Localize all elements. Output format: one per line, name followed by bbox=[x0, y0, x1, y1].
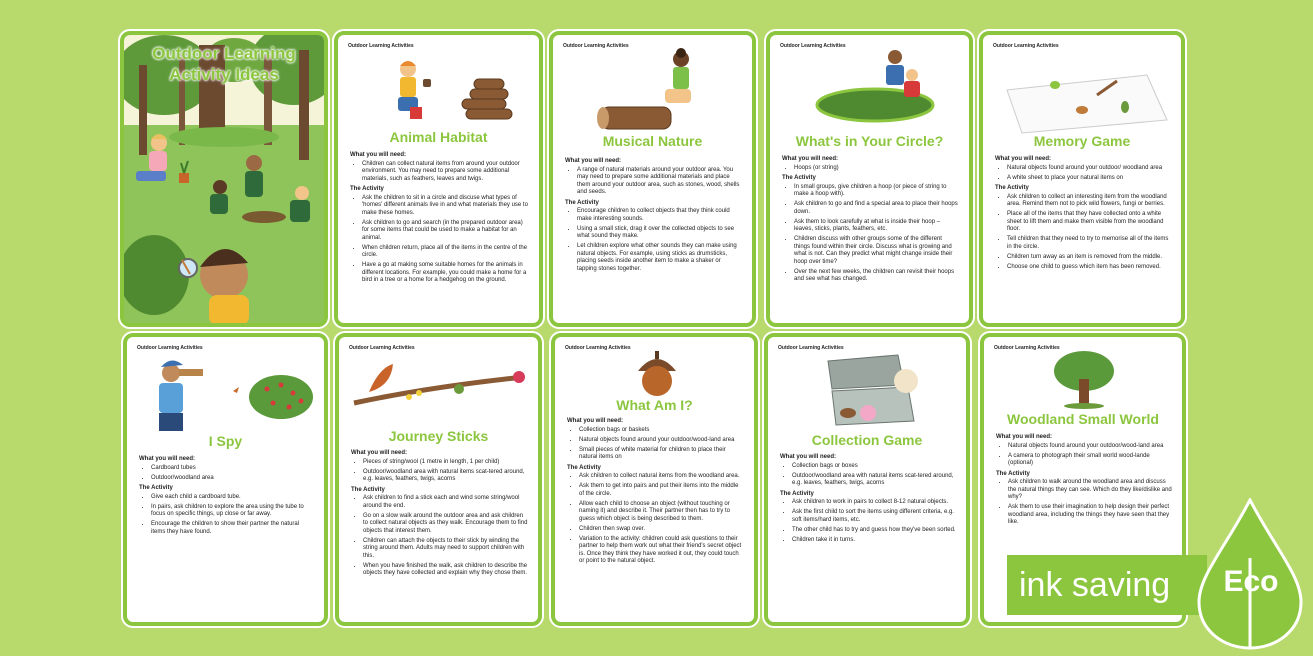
cover-title-line2: Activity Ideas bbox=[169, 65, 279, 84]
activity-heading: The Activity bbox=[565, 199, 599, 206]
need-list bbox=[351, 459, 528, 484]
card-header-label: Outdoor Learning Activities bbox=[778, 345, 844, 351]
list-item: • When children return, place all of the items in the centre of the circle. bbox=[362, 245, 529, 260]
activity-list bbox=[139, 494, 314, 537]
need-list bbox=[565, 167, 742, 197]
need-list bbox=[995, 165, 1171, 183]
list-item: • Tell children that they need to try to memorise all of the items in the circle. bbox=[1007, 236, 1171, 251]
list-item: • Ask children to go and search (in the prepared outdoor area) for some items that could be used to make a habitat for an animal. bbox=[362, 220, 529, 243]
activity-card-i-spy bbox=[123, 333, 328, 626]
need-list bbox=[782, 165, 959, 173]
need-list bbox=[996, 443, 1172, 468]
need-list bbox=[350, 161, 529, 184]
list-item: • Encourage children to collect objects that they think could make interesting sounds. bbox=[577, 208, 742, 223]
activity-list bbox=[351, 495, 528, 578]
ink-saving-banner bbox=[1007, 555, 1207, 615]
list-item: • The other child has to try and guess how they've been sorted. bbox=[792, 527, 956, 535]
list-item: • Let children explore what other sounds they can make using natural objects. For example, using sticks as drumsticks, placing seeds inside another item to make a shaker or tapping stones together. bbox=[577, 243, 742, 273]
card-title: What Am I? bbox=[616, 397, 693, 413]
list-item: • Natural objects found around your outdoor/wood-land area bbox=[579, 437, 744, 445]
need-heading: What you will need: bbox=[995, 156, 1052, 162]
list-item: • Ask children to work in pairs to collect 8-12 natural objects. bbox=[792, 499, 956, 507]
activity-heading: The Activity bbox=[995, 185, 1029, 191]
activity-card-memory-game bbox=[979, 31, 1185, 327]
list-item: • Ask children to walk around the woodland area and discuss the natural things they can see. Which do they like/dislike and why? bbox=[1008, 479, 1172, 502]
card-header-label: Outdoor Learning Activities bbox=[994, 345, 1060, 351]
list-item: • Ask children to collect natural items from the woodland area. bbox=[579, 473, 744, 481]
card-title: Woodland Small World bbox=[1007, 411, 1159, 427]
children-hoop-illustration bbox=[800, 45, 950, 135]
activity-card-whats-in-your-circle bbox=[766, 31, 973, 327]
need-heading: What you will need: bbox=[782, 156, 839, 162]
list-item: • Choose one child to guess which item has been removed. bbox=[1007, 264, 1171, 272]
card-body bbox=[782, 153, 959, 286]
activity-card-animal-habitat bbox=[334, 31, 543, 327]
activity-card-collection-game bbox=[764, 333, 970, 626]
activity-heading: The Activity bbox=[139, 485, 173, 491]
card-title: What's in Your Circle? bbox=[795, 133, 944, 149]
activity-list bbox=[996, 479, 1172, 527]
egg-box-illustration bbox=[818, 351, 928, 431]
list-item: • Ask children to collect an interesting item from the woodland area. Remind them not to pick wild flowers, fungi or berries. bbox=[1007, 194, 1171, 209]
activity-list bbox=[995, 194, 1171, 272]
need-heading: What you will need: bbox=[565, 158, 622, 164]
card-header-label: Outdoor Learning Activities bbox=[137, 345, 203, 351]
activity-heading: The Activity bbox=[996, 470, 1030, 477]
need-heading: What you will need: bbox=[996, 434, 1053, 440]
eco-badge-label: Eco bbox=[1223, 565, 1279, 598]
cover-card bbox=[120, 31, 328, 327]
list-item: • Small pieces of white material for children to place their natural items on bbox=[579, 447, 744, 462]
cover-title-line1: Outdoor Learning bbox=[152, 44, 296, 63]
activity-list bbox=[567, 473, 744, 566]
list-item: • Go on a slow walk around the outdoor area and ask children to collect natural objects as they walk. Encourage them to find objects that interest them. bbox=[363, 513, 528, 536]
card-header-label: Outdoor Learning Activities bbox=[780, 43, 846, 49]
child-tube-bush-illustration bbox=[141, 357, 321, 437]
activity-heading: The Activity bbox=[351, 486, 385, 493]
list-item: • Ask them to use their imagination to help design their perfect woodland area, including the things they have seen that they like. bbox=[1008, 504, 1172, 527]
activity-card-musical-nature bbox=[549, 31, 756, 327]
need-heading: What you will need: bbox=[350, 152, 407, 158]
list-item: • A white sheet to place your natural items on bbox=[1007, 175, 1171, 183]
card-body bbox=[350, 149, 529, 287]
list-item: • Children then swap over. bbox=[579, 526, 744, 534]
list-item: • In pairs, ask children to explore the area using the tube to focus on specific things, up close or far away. bbox=[151, 504, 314, 519]
list-item: • Ask them to get into pairs and put their items into the middle of the circle. bbox=[579, 483, 744, 498]
list-item: • Ask them to look carefully at what is inside their hoop – leaves, sticks, plants, feathers, etc. bbox=[794, 219, 959, 234]
list-item: • Give each child a cardboard tube. bbox=[151, 494, 314, 502]
list-item: • Pieces of string/wool (1 metre in length, 1 per child) bbox=[363, 459, 528, 467]
list-item: • Allow each child to choose an object (without touching or naming it) and describe it. Their partner then has to try to guess which object is being described to them. bbox=[579, 501, 744, 524]
ink-saving-text: ink saving bbox=[1019, 565, 1171, 604]
list-item: • Natural objects found around your outdoor/wood-land area bbox=[1008, 443, 1172, 451]
list-item: • Outdoor/woodland area with natural items scat-tered around, e.g. leaves, feathers, twigs, acorns bbox=[792, 473, 956, 488]
list-item: • Cardboard tubes bbox=[151, 465, 314, 473]
card-body bbox=[139, 453, 314, 539]
card-header-label: Outdoor Learning Activities bbox=[349, 345, 415, 351]
list-item: • Children take it in turns. bbox=[792, 537, 956, 545]
card-header-label: Outdoor Learning Activities bbox=[348, 43, 414, 49]
list-item: • In small groups, give children a hoop (or piece of string to make a hoop with). bbox=[794, 184, 959, 199]
list-item: • A range of natural materials around your outdoor area. You may need to prepare some additional materials and place them around your outdoor area, such as stones, wood, shells and seeds. bbox=[577, 167, 742, 197]
card-header-label: Outdoor Learning Activities bbox=[993, 43, 1059, 49]
card-title: I Spy bbox=[208, 433, 243, 449]
list-item: • Ask children to find a stick each and wind some string/wool around the end. bbox=[363, 495, 528, 510]
card-body bbox=[996, 431, 1172, 529]
card-body bbox=[565, 155, 742, 276]
list-item: • Ask the first child to sort the items using different criteria, e.g. soft items/hard items, etc. bbox=[792, 509, 956, 524]
need-heading: What you will need: bbox=[351, 450, 408, 456]
card-body bbox=[780, 451, 956, 547]
card-header-label: Outdoor Learning Activities bbox=[565, 345, 631, 351]
need-list bbox=[567, 427, 744, 462]
need-heading: What you will need: bbox=[139, 456, 196, 462]
activity-card-what-am-i bbox=[551, 333, 758, 626]
list-item: • When you have finished the walk, ask children to describe the objects they have collected and explain why they chose them. bbox=[363, 563, 528, 578]
list-item: • Place all of the items that they have collected onto a white sheet to lift them and make them visible from the woodland floor. bbox=[1007, 211, 1171, 234]
list-item: • Outdoor/woodland area bbox=[151, 475, 314, 483]
list-item: • Children turn away as an item is removed from the middle. bbox=[1007, 254, 1171, 262]
need-list bbox=[139, 465, 314, 483]
activity-list bbox=[350, 195, 529, 285]
card-body bbox=[995, 153, 1171, 274]
list-item: • Natural objects found around your outdoor/ woodland area bbox=[1007, 165, 1171, 173]
white-sheet-illustration bbox=[997, 65, 1177, 135]
list-item: • Using a small stick, drag it over the collected objects to see what sound they make. bbox=[577, 226, 742, 241]
list-item: • Have a go at making some suitable homes for the animals in different locations. For example, you could make a home for a bird in a tree or a home for a hedgehog on the ground. bbox=[362, 262, 529, 285]
activity-card-journey-sticks bbox=[335, 333, 542, 626]
need-heading: What you will need: bbox=[567, 418, 624, 424]
list-item: • Hoops (or string) bbox=[794, 165, 959, 173]
list-item: • A camera to photograph their small world wood-lande (optional) bbox=[1008, 453, 1172, 468]
list-item: • Over the next few weeks, the children can revisit their hoops and see what has changed. bbox=[794, 269, 959, 284]
need-heading: What you will need: bbox=[780, 454, 837, 460]
card-body bbox=[567, 415, 744, 568]
activity-list bbox=[782, 184, 959, 284]
card-header-label: Outdoor Learning Activities bbox=[563, 43, 629, 49]
card-title: Memory Game bbox=[1033, 133, 1131, 149]
activity-heading: The Activity bbox=[567, 464, 601, 471]
need-list bbox=[780, 463, 956, 488]
card-title: Animal Habitat bbox=[389, 129, 488, 145]
activity-list bbox=[780, 499, 956, 544]
child-logs-illustration bbox=[378, 57, 518, 127]
activity-heading: The Activity bbox=[782, 175, 816, 181]
card-title: Journey Sticks bbox=[388, 428, 489, 444]
cover-title bbox=[124, 43, 324, 85]
list-item: • Ask the children to sit in a circle and discuse what types of 'homes' different animals live in and what materials they use to make these homes. bbox=[362, 195, 529, 218]
list-item: • Children can collect natural items from around your outdoor environment. You may need to prepare some additional materials, such as feathers, leaves and twigs. bbox=[362, 161, 529, 184]
tree-illustration bbox=[1049, 349, 1119, 409]
list-item: • Children discuss with other groups some of the different things found within their circle. Discuss what is growing and what is not. Can they predict what might change inside their hoop over time? bbox=[794, 236, 959, 266]
activity-list bbox=[565, 208, 742, 273]
card-title: Musical Nature bbox=[602, 133, 703, 149]
list-item: • Variation to the activity: children could ask questions to their partner to help them work out what their friend's secret object is. Once they think they have worked it out, they could touch or point to the natural object. bbox=[579, 536, 744, 566]
list-item: • Children can attach the objects to their stick by winding the string around them. Adults may need to support children with this. bbox=[363, 538, 528, 561]
acorn-illustration bbox=[630, 349, 684, 399]
card-title: Collection Game bbox=[811, 432, 923, 448]
activity-heading: The Activity bbox=[780, 490, 814, 497]
activity-heading: The Activity bbox=[350, 186, 384, 192]
card-body bbox=[351, 447, 528, 580]
list-item: • Ask children to go and find a special area to place their hoops down. bbox=[794, 201, 959, 216]
journey-stick-illustration bbox=[349, 357, 534, 427]
list-item: • Encourage the children to show their partner the natural items they have found. bbox=[151, 521, 314, 536]
list-item: • Collection bags or baskets bbox=[579, 427, 744, 435]
list-item: • Collection bags or boxes bbox=[792, 463, 956, 471]
list-item: • Outdoor/woodland area with natural items scat-tered around, e.g. leaves, feathers, twigs, acorns bbox=[363, 469, 528, 484]
child-log-drum-illustration bbox=[593, 45, 723, 135]
